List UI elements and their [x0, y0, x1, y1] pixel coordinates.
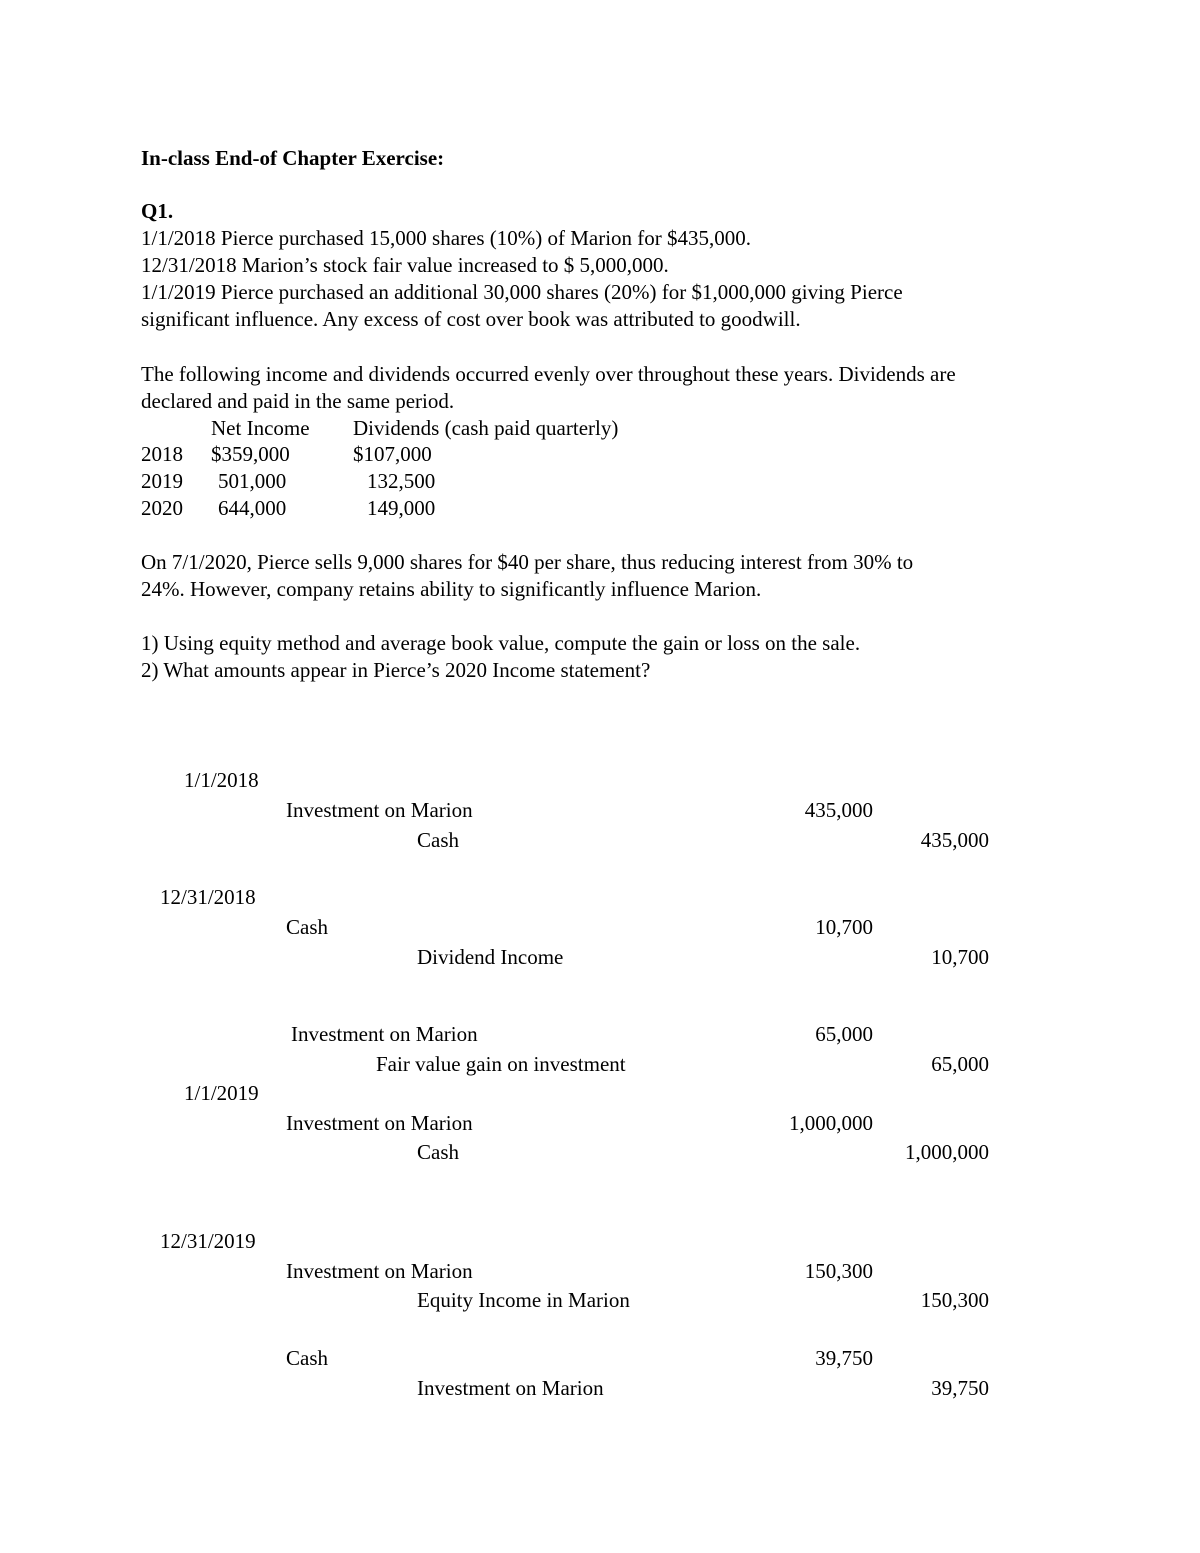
- journal-date: 1/1/2019: [184, 1081, 259, 1105]
- table-cell-dividends: 132,500: [367, 469, 436, 493]
- credit-amount: 150,300: [920, 1288, 989, 1312]
- income-intro-line: declared and paid in the same period.: [141, 389, 455, 413]
- debit-account: Investment on Marion: [291, 1022, 478, 1046]
- question-line: significant influence. Any excess of cost over book was attributed to goodwill.: [141, 307, 801, 331]
- document-title: In-class End-of Chapter Exercise:: [141, 146, 445, 170]
- credit-account: Investment on Marion: [417, 1376, 604, 1400]
- sale-text-line: 24%. However, company retains ability to significantly influence Marion.: [141, 577, 762, 601]
- credit-amount: 10,700: [931, 945, 989, 969]
- credit-account: Fair value gain on investment: [376, 1052, 626, 1076]
- table-cell-net-income: 644,000: [218, 496, 287, 520]
- table-header-dividends: Dividends (cash paid quarterly): [353, 416, 619, 440]
- table-cell-net-income: $359,000: [211, 442, 290, 466]
- debit-account: Investment on Marion: [286, 1259, 473, 1283]
- debit-account: Cash: [286, 1346, 328, 1370]
- credit-account: Dividend Income: [417, 945, 564, 969]
- journal-date: 12/31/2019: [160, 1229, 256, 1253]
- sale-text-line: On 7/1/2020, Pierce sells 9,000 shares for $40 per share, thus reducing interest from 30% to: [141, 550, 914, 574]
- debit-amount: 10,700: [815, 915, 873, 939]
- question-line: 12/31/2018 Marion’s stock fair value increased to $ 5,000,000.: [141, 253, 669, 277]
- table-cell-dividends: 149,000: [367, 496, 436, 520]
- table-cell-dividends: $107,000: [353, 442, 432, 466]
- table-cell-year: 2019: [141, 469, 183, 493]
- credit-amount: 65,000: [931, 1052, 989, 1076]
- credit-account: Cash: [417, 828, 459, 852]
- credit-account: Cash: [417, 1140, 459, 1164]
- debit-amount: 435,000: [804, 798, 873, 822]
- table-cell-net-income: 501,000: [218, 469, 287, 493]
- debit-account: Cash: [286, 915, 328, 939]
- task-line: 1) Using equity method and average book value, compute the gain or loss on the sale.: [141, 631, 861, 655]
- question-line: 1/1/2018 Pierce purchased 15,000 shares (10%) of Marion for $435,000.: [141, 226, 752, 250]
- debit-amount: 39,750: [815, 1346, 873, 1370]
- credit-amount: 39,750: [931, 1376, 989, 1400]
- credit-account: Equity Income in Marion: [417, 1288, 630, 1312]
- journal-date: 12/31/2018: [160, 885, 256, 909]
- debit-account: Investment on Marion: [286, 1111, 473, 1135]
- debit-amount: 65,000: [815, 1022, 873, 1046]
- journal-date: 1/1/2018: [184, 768, 259, 792]
- table-header-net-income: Net Income: [211, 416, 310, 440]
- question-line: 1/1/2019 Pierce purchased an additional 30,000 shares (20%) for $1,000,000 giving Pierce: [141, 280, 903, 304]
- credit-amount: 1,000,000: [905, 1140, 989, 1164]
- income-intro-line: The following income and dividends occurred evenly over throughout these years. Dividends are: [141, 362, 956, 386]
- debit-amount: 1,000,000: [789, 1111, 873, 1135]
- task-line: 2) What amounts appear in Pierce’s 2020 Income statement?: [141, 658, 651, 682]
- debit-amount: 150,300: [804, 1259, 873, 1283]
- question-label: Q1.: [141, 199, 174, 223]
- table-cell-year: 2018: [141, 442, 183, 466]
- credit-amount: 435,000: [920, 828, 989, 852]
- table-cell-year: 2020: [141, 496, 183, 520]
- debit-account: Investment on Marion: [286, 798, 473, 822]
